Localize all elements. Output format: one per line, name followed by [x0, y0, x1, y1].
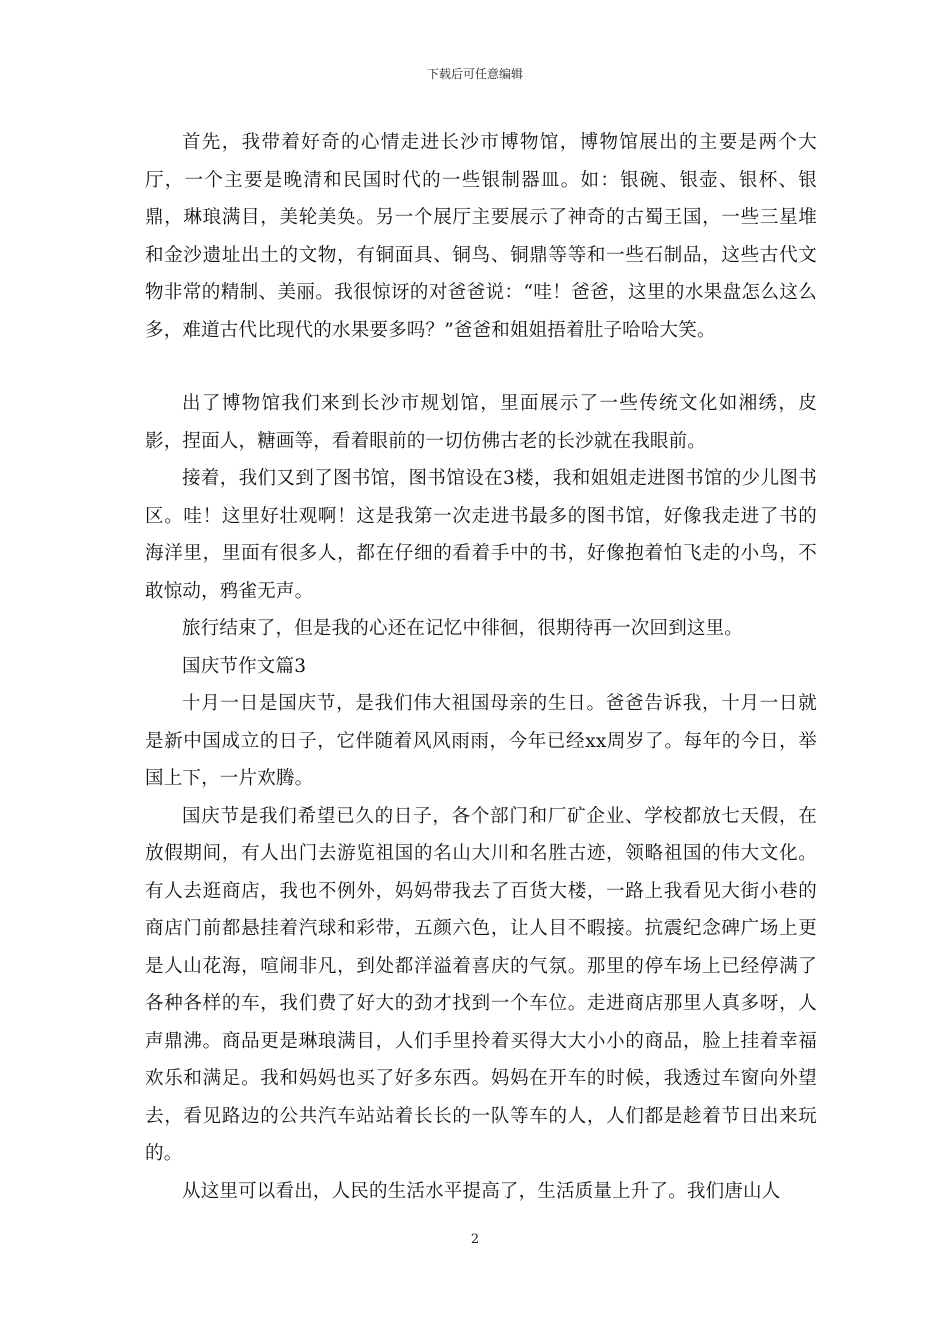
paragraph-conclusion: 从这里可以看出，人民的生活水平提高了，生活质量上升了。我们唐山人 [182, 1180, 781, 1202]
paragraph-national-day: 十月一日是国庆节，是我们伟大祖国母亲的生日。爸爸告诉我，十月一日就是新中国成立的日子，它伴随着风风雨雨，今年已经xx周岁了。每年的今日，举国上下，一片欢腾。 [145, 693, 817, 789]
paragraph-museum: 首先，我带着好奇的心情走进长沙市博物馆，博物馆展出的主要是两个大厅，一个主要是晚清和民国时代的一些银制器皿。如：银碗、银壶、银杯、银鼎，琳琅满目，美轮美奂。另一个展厅主要展示了神奇的古蜀王国，一些三星堆和金沙遗址出土的文物，有铜面具、铜鸟、铜鼎等等和一些石制品，这些古代文物非常的精制、美丽。我很惊讶的对爸爸说：“哇！爸爸，这里的水果盘怎么这么多，难道古代比现代的水果要多吗？”爸爸和姐姐捂着肚子哈哈大笑。 [145, 132, 817, 341]
paragraph-library: 接着，我们又到了图书馆，图书馆设在3楼，我和姐姐走进图书馆的少儿图书区。哇！这里好壮观啊！这是我第一次走进书最多的图书馆，好像我走进了书的海洋里，里面有很多人，都在仔细的看着手中的书，好像抱着怕飞走的小鸟，不敢惊动，鸦雀无声。 [145, 468, 817, 602]
section-heading: 国庆节作文篇3 [182, 655, 307, 677]
page-header: 下载后可任意编辑 [426, 67, 523, 81]
paragraph-holiday: 国庆节是我们希望已久的日子，各个部门和厂矿企业、学校都放七天假，在放假期间，有人出门去游览祖国的名山大川和名胜古迹，领略祖国的伟大文化。有人去逛商店，我也不例外，妈妈带我去了百货大楼，一路上我看见大街小巷的商店门前都悬挂着汽球和彩带，五颜六色，让人目不暇接。抗震纪念碑广场上更是人山花海，喧闹非凡，到处都洋溢着喜庆的气氛。那里的停车场上已经停满了各种各样的车，我们费了好大的劲才找到一个车位。走进商店那里人真多呀，人声鼎沸。商品更是琳琅满目，人们手里拎着买得大大小小的商品，脸上挂着幸福欢乐和满足。我和妈妈也买了好多东西。妈妈在开车的时候，我透过车窗向外望去，看见路边的公共汽车站站着长长的一队等车的人，人们都是趁着节日出来玩的。 [145, 805, 817, 1164]
page-number: 2 [470, 1232, 480, 1247]
paragraph-trip-end: 旅行结束了，但是我的心还在记忆中徘徊，很期待再一次回到这里。 [182, 618, 744, 639]
paragraph-planning-hall: 出了博物馆我们来到长沙市规划馆，里面展示了一些传统文化如湘绣，皮影，捏面人，糖画等，看着眼前的一切仿佛古老的长沙就在我眼前。 [145, 393, 817, 452]
document-body [145, 124, 817, 1210]
